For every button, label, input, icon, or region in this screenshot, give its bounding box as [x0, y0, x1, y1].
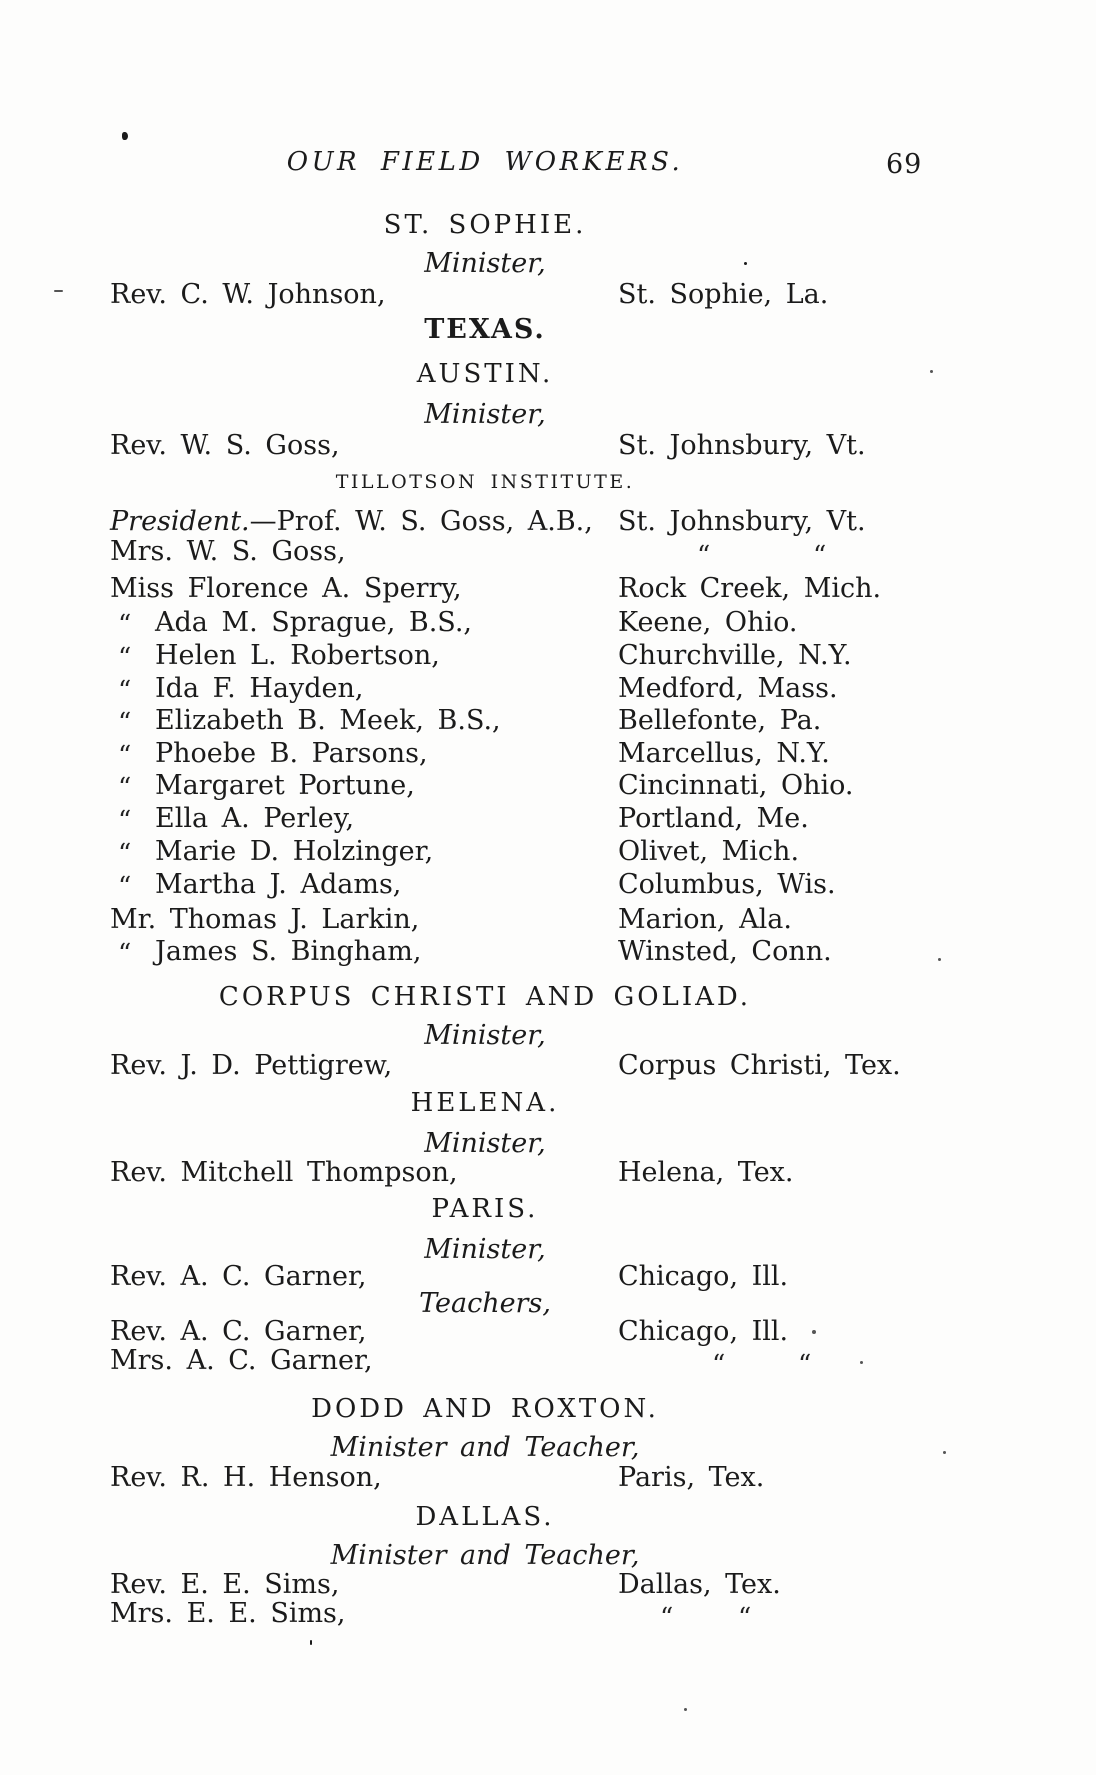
section-heading: CORPUS CHRISTI AND GOLIAD. — [218, 982, 752, 1012]
worker-location: St. Johnsbury, Vt. — [618, 506, 866, 537]
ditto-mark: “ — [118, 643, 132, 673]
ditto-mark: “ — [118, 708, 132, 738]
worker-name: Margaret Portune, — [155, 770, 415, 801]
worker-location: Marion, Ala. — [618, 904, 792, 935]
worker-location: Medford, Mass. — [618, 673, 838, 704]
ditto-mark: “ — [118, 610, 132, 640]
worker-name: Phoebe B. Parsons, — [155, 738, 428, 769]
ditto-mark: “ — [813, 541, 827, 571]
role-label: Minister, — [424, 1020, 546, 1051]
worker-name: Ella A. Perley, — [155, 803, 355, 834]
ditto-mark: “ — [118, 676, 132, 706]
worker-name: Elizabeth B. Meek, B.S., — [155, 705, 501, 736]
ink-speck — [860, 1361, 863, 1364]
section-heading: ST. SOPHIE. — [383, 210, 587, 240]
worker-location: Corpus Christi, Tex. — [618, 1050, 901, 1081]
section-heading: AUSTIN. — [416, 359, 554, 389]
worker-name: Mrs. E. E. Sims, — [110, 1598, 346, 1629]
role-label: Minister, — [424, 248, 546, 279]
worker-location: St. Sophie, La. — [618, 279, 829, 310]
role-label: Minister, — [424, 399, 546, 430]
worker-location: Chicago, Ill. — [618, 1261, 789, 1292]
worker-location: St. Johnsbury, Vt. — [618, 430, 866, 461]
worker-name: Mr. Thomas J. Larkin, — [110, 904, 420, 935]
worker-name: Rev. J. D. Pettigrew, — [110, 1050, 393, 1081]
worker-location: Rock Creek, Mich. — [618, 573, 882, 604]
worker-name — [110, 507, 593, 537]
section-heading: PARIS. — [431, 1194, 539, 1224]
worker-name: Rev. A. C. Garner, — [110, 1261, 367, 1292]
running-header-title: OUR FIELD WORKERS. — [286, 147, 684, 177]
ink-speck — [943, 1451, 946, 1454]
ink-speck — [684, 1708, 687, 1711]
role-label: Minister and Teacher, — [330, 1540, 640, 1571]
ditto-mark: “ — [118, 773, 132, 803]
section-heading: HELENA. — [410, 1088, 560, 1118]
worker-title: President. — [110, 506, 250, 537]
section-heading: TILLOTSON INSTITUTE. — [335, 471, 635, 493]
ink-speck — [54, 290, 63, 292]
ink-speck — [812, 1330, 816, 1334]
worker-name: Ada M. Sprague, B.S., — [155, 607, 472, 638]
ditto-mark: “ — [118, 872, 132, 902]
worker-location: Marcellus, N.Y. — [618, 738, 830, 769]
worker-location: Bellefonte, Pa. — [618, 705, 822, 736]
worker-name-text: —Prof. W. S. Goss, A.B., — [249, 506, 593, 537]
ink-speck — [310, 1640, 312, 1645]
worker-name: Ida F. Hayden, — [155, 673, 364, 704]
worker-location: Olivet, Mich. — [618, 836, 800, 867]
worker-name: James S. Bingham, — [155, 936, 422, 967]
worker-location: Dallas, Tex. — [618, 1569, 781, 1600]
worker-name: Rev. Mitchell Thompson, — [110, 1157, 458, 1188]
state-heading: TEXAS. — [424, 314, 546, 345]
ditto-mark: “ — [118, 839, 132, 869]
role-label: Minister, — [424, 1128, 546, 1159]
worker-location: Churchville, N.Y. — [618, 640, 852, 671]
role-label: Minister, — [424, 1234, 546, 1265]
ditto-mark: “ — [118, 806, 132, 836]
worker-name: Rev. W. S. Goss, — [110, 430, 340, 461]
ditto-mark: “ — [738, 1603, 752, 1633]
ditto-mark: “ — [660, 1603, 674, 1633]
worker-name: Mrs. W. S. Goss, — [110, 536, 346, 567]
ditto-mark: “ — [798, 1350, 812, 1380]
worker-location: Paris, Tex. — [618, 1462, 765, 1493]
worker-name: Rev. R. H. Henson, — [110, 1462, 382, 1493]
worker-location: Helena, Tex. — [618, 1157, 794, 1188]
worker-location: Portland, Me. — [618, 803, 809, 834]
worker-name: Marie D. Holzinger, — [155, 836, 434, 867]
worker-name: Mrs. A. C. Garner, — [110, 1345, 373, 1376]
ditto-mark: “ — [712, 1350, 726, 1380]
ditto-mark: “ — [118, 939, 132, 969]
worker-name: Rev. E. E. Sims, — [110, 1569, 340, 1600]
worker-name: Helen L. Robertson, — [155, 640, 440, 671]
ink-speck — [930, 370, 933, 373]
worker-location: Chicago, Ill. — [618, 1316, 789, 1347]
worker-location: Winsted, Conn. — [618, 936, 832, 967]
worker-location: Keene, Ohio. — [618, 607, 798, 638]
worker-name: Miss Florence A. Sperry, — [110, 573, 462, 604]
role-label: Teachers, — [419, 1288, 551, 1319]
ditto-mark: “ — [118, 741, 132, 771]
worker-name: Martha J. Adams, — [155, 869, 402, 900]
worker-name: Rev. A. C. Garner, — [110, 1316, 367, 1347]
page-number: 69 — [886, 149, 923, 180]
section-heading: DALLAS. — [415, 1502, 555, 1532]
worker-name: Rev. C. W. Johnson, — [110, 279, 386, 310]
role-label: Minister and Teacher, — [330, 1432, 640, 1463]
worker-location: Columbus, Wis. — [618, 869, 836, 900]
ditto-mark: “ — [697, 541, 711, 571]
ink-speck — [122, 132, 128, 140]
section-heading: DODD AND ROXTON. — [311, 1394, 659, 1424]
worker-location: Cincinnati, Ohio. — [618, 770, 854, 801]
ink-speck — [938, 958, 941, 961]
